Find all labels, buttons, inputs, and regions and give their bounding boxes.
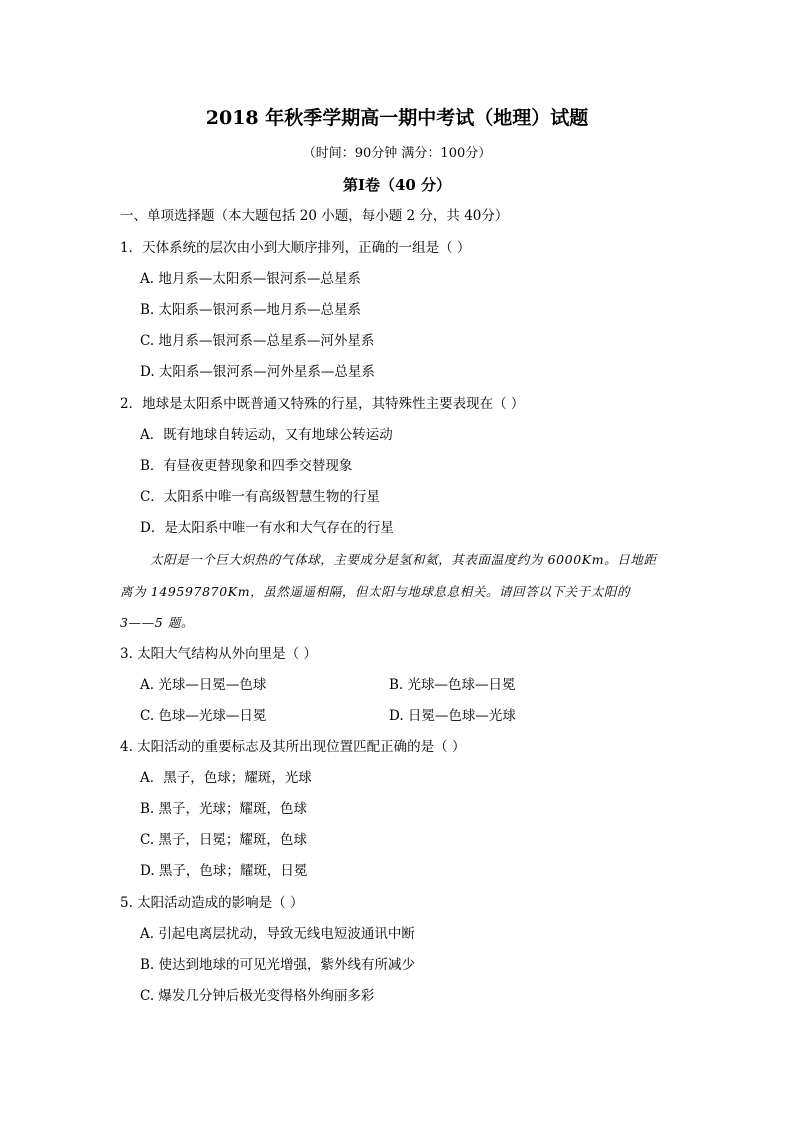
question-2-option-d: D．是太阳系中唯一有水和大气存在的行星: [140, 520, 394, 536]
question-4-option-d: D. 黑子，色球；耀斑，日冕: [140, 863, 308, 879]
passage-line-2: 离为 149597870Km，虽然遥遥相隔，但太阳与地球息息相关。请回答以下关于太阳的: [120, 584, 631, 599]
exam-title: 2018 年秋季学期高一期中考试（地理）试题: [205, 107, 589, 129]
question-4-stem: 4. 太阳活动的重要标志及其所出现位置匹配正确的是（ ）: [120, 739, 466, 755]
question-3-option-d: D. 日冕—色球—光球: [389, 708, 516, 724]
question-5-stem: 5. 太阳活动造成的影响是（ ）: [120, 895, 304, 911]
question-3-option-b: B. 光球—色球—日冕: [389, 677, 516, 693]
question-3-option-c: C. 色球—光球—日冕: [140, 708, 267, 724]
question-4-option-b: B. 黑子，光球；耀斑，色球: [140, 801, 308, 817]
question-1-option-a: A. 地月系—太阳系—银河系—总星系: [140, 271, 361, 287]
question-3-option-a: A. 光球—日冕—色球: [140, 677, 267, 693]
passage-line-3: 3——5 题。: [120, 615, 195, 630]
question-1-option-d: D. 太阳系—银河系—河外星系—总星系: [140, 364, 375, 380]
question-2-option-c: C．太阳系中唯一有高级智慧生物的行星: [140, 489, 380, 505]
question-4-option-c: C. 黑子，日冕；耀斑，色球: [140, 832, 307, 848]
question-5-option-a: A. 引起电离层扰动，导致无线电短波通讯中断: [140, 926, 415, 942]
question-1-stem: 1．天体系统的层次由小到大顺序排列，正确的一组是（ ）: [120, 240, 471, 256]
question-4-option-a: A．黑子，色球；耀斑，光球: [140, 770, 312, 786]
exam-time-score: （时间：90分钟 满分：100分）: [302, 146, 492, 161]
section-heading: 一、单项选择题（本大题包括 20 小题，每小题 2 分，共 40分）: [120, 208, 509, 224]
question-5-option-c: C. 爆发几分钟后极光变得格外绚丽多彩: [140, 988, 375, 1004]
question-2-option-a: A．既有地球自转运动，又有地球公转运动: [140, 427, 393, 443]
question-5-option-b: B. 使达到地球的可见光增强，紫外线有所减少: [140, 957, 416, 973]
question-1-option-b: B. 太阳系—银河系—地月系—总星系: [140, 302, 362, 318]
question-1-option-c: C. 地月系—银河系—总星系—河外星系: [140, 333, 375, 349]
question-2-stem: 2．地球是太阳系中既普通又特殊的行星，其特殊性主要表现在（ ）: [120, 396, 525, 412]
passage-line-1: 太阳是一个巨大炽热的气体球，主要成分是氢和氦，其表面温度约为 6000Km。日地距: [150, 552, 657, 567]
volume-heading: 第Ⅰ卷（40 分）: [342, 176, 452, 194]
question-2-option-b: B．有昼夜更替现象和四季交替现象: [140, 458, 353, 474]
question-3-stem: 3. 太阳大气结构从外向里是（ ）: [120, 646, 317, 662]
